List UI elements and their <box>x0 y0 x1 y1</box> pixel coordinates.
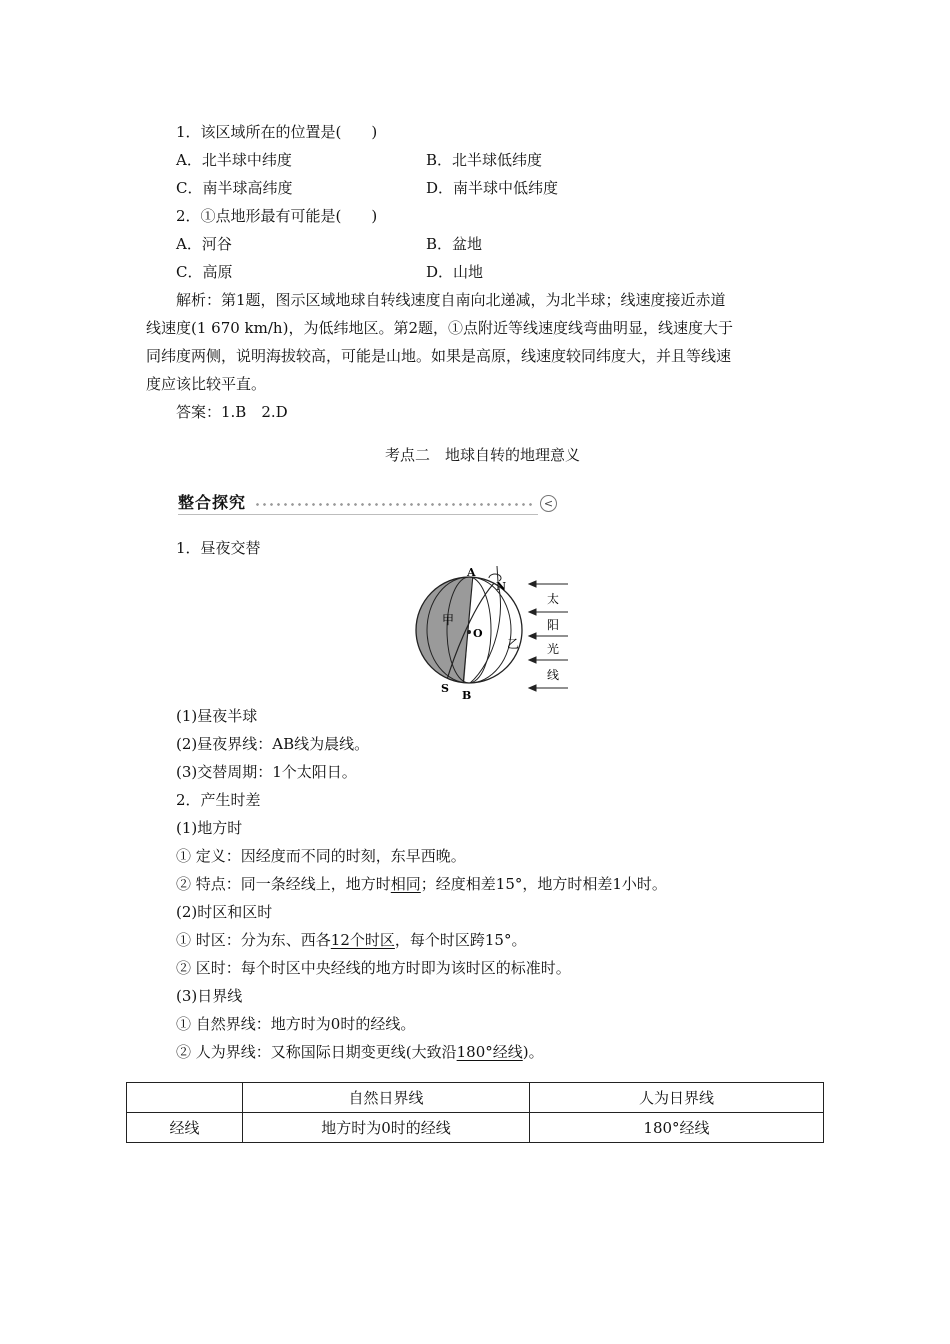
body-p10: (3)日界线 <box>176 987 243 1005</box>
analysis-line-2: 线速度(1 670 km/h)，为低纬地区。第2题，①点附近等线速度线弯曲明显，线速度大于 <box>146 319 733 337</box>
label-yi: 乙 <box>507 637 520 651</box>
table-row <box>127 1113 824 1143</box>
question-1: 1．该区域所在的位置是( ) <box>176 123 378 141</box>
option-2c: C．高原 <box>176 263 233 281</box>
sun-text-3: 光 <box>547 642 560 656</box>
label-a: A <box>467 566 476 579</box>
sun-text-4: 线 <box>547 668 560 682</box>
body-p3: (3)交替周期：1个太阳日。 <box>176 763 357 781</box>
body-p6 <box>176 874 667 894</box>
option-2d: D．山地 <box>426 263 484 281</box>
heading-1: 1．昼夜交替 <box>176 539 261 557</box>
body-p8 <box>176 930 526 950</box>
analysis-line-3: 同纬度两侧，说明海拔较高，可能是山地。如果是高原，线速度较同纬度大，并且等线速 <box>146 347 732 365</box>
body-p6-text: ② 特点：同一条经线上，地方时 <box>176 875 391 893</box>
body-p6-tail: ；经度相差15°，地方时相差1小时。 <box>420 875 667 893</box>
label-s: S <box>441 682 449 695</box>
chevron-left-icon: < <box>540 495 557 512</box>
question-2: 2．①点地形最有可能是( ) <box>176 207 378 225</box>
body-p9: ② 区时：每个时区中央经线的地方时即为该时区的标准时。 <box>176 959 571 977</box>
table-cell: 地方时为0时的经线 <box>243 1113 530 1143</box>
heading-underline <box>178 514 538 515</box>
heading-2: 2．产生时差 <box>176 791 261 809</box>
option-2a: A．河谷 <box>176 235 232 253</box>
body-p11: ① 自然界线：地方时为0时的经线。 <box>176 1015 416 1033</box>
section-title: 考点二 地球自转的地理意义 <box>385 446 581 464</box>
heading-label: 整合探究 <box>178 493 247 512</box>
body-p2: (2)昼夜界线：AB线为晨线。 <box>176 735 370 753</box>
option-1a: A．北半球中纬度 <box>176 151 292 169</box>
dotted-divider <box>254 503 536 506</box>
center-point-o <box>467 630 471 634</box>
table-header-cell: 自然日界线 <box>243 1083 530 1113</box>
body-p4: (1)地方时 <box>176 819 243 837</box>
analysis-line-4: 度应该比较平直。 <box>146 375 267 393</box>
body-p8-underlined: 12个时区 <box>330 931 395 949</box>
table-cell: 经线 <box>127 1113 243 1143</box>
option-1b: B．北半球低纬度 <box>426 151 543 169</box>
body-p6-underlined: 相同 <box>390 875 421 893</box>
body-p12 <box>176 1042 544 1062</box>
label-n: N <box>496 580 507 593</box>
body-p8-tail: ，每个时区跨15°。 <box>394 931 527 949</box>
table-header-row <box>127 1083 824 1113</box>
table-header-cell <box>127 1083 243 1113</box>
table-header-cell: 人为日界线 <box>530 1083 824 1113</box>
table-cell: 180°经线 <box>530 1113 824 1143</box>
body-p12-text: ② 人为界线：又称国际日期变更线(大致沿 <box>176 1043 457 1061</box>
sun-text-2: 阳 <box>547 618 560 632</box>
label-o: O <box>473 627 483 640</box>
option-2b: B．盆地 <box>426 235 483 253</box>
sun-text-1: 太 <box>547 592 560 606</box>
body-p7: (2)时区和区时 <box>176 903 273 921</box>
option-1c: C．南半球高纬度 <box>176 179 293 197</box>
body-p8-text: ① 时区：分为东、西各 <box>176 931 331 949</box>
label-b: B <box>462 689 472 702</box>
label-jia: 甲 <box>442 613 455 627</box>
date-line-table <box>126 1082 824 1143</box>
body-p5: ① 定义：因经度而不同的时刻，东早西晚。 <box>176 847 466 865</box>
body-p12-underlined: 180°经线 <box>456 1043 523 1061</box>
body-p1: (1)昼夜半球 <box>176 707 258 725</box>
day-night-diagram <box>405 562 575 702</box>
section-heading-bar <box>178 492 560 516</box>
analysis-line-1: 解析：第1题，图示区域地球自转线速度自南向北递减，为北半球；线速度接近赤道 <box>176 291 726 309</box>
option-1d: D．南半球中低纬度 <box>426 179 559 197</box>
answer: 答案：1.B 2.D <box>176 403 288 421</box>
body-p12-tail: )。 <box>522 1043 544 1061</box>
